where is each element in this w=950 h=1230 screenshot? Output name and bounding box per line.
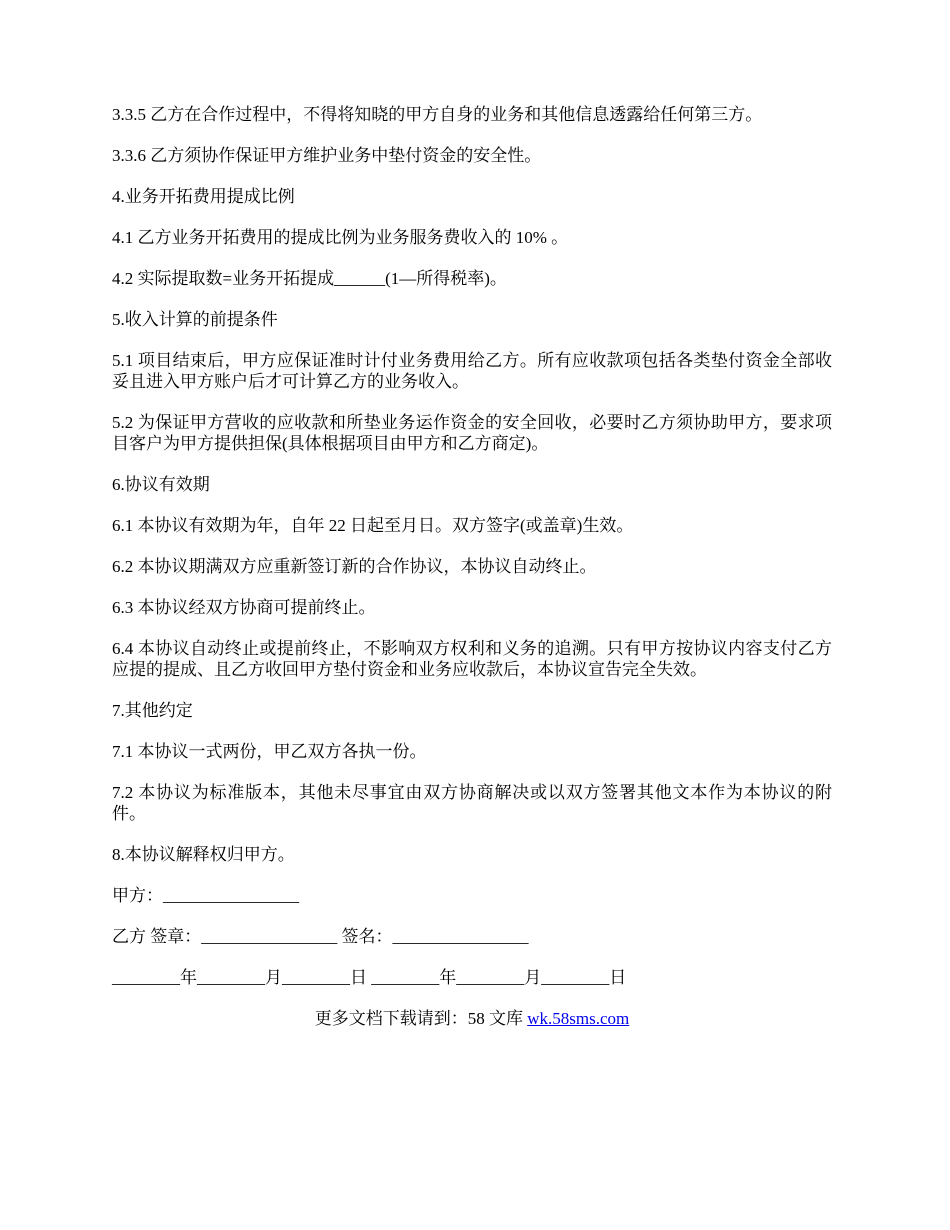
clause-6-2: 6.2 本协议期满双方应重新签订新的合作协议，本协议自动终止。 (112, 557, 597, 576)
download-footer (112, 1008, 832, 1029)
signature-date-line: ________年________月________日 ________年________月________日 (112, 968, 627, 987)
section-7-heading: 7.其他约定 (112, 701, 193, 720)
footer-prefix: 更多文档下载请到：58 文库 (314, 1009, 528, 1028)
clause-4-2: 4.2 实际提取数=业务开拓提成______(1—所得税率)。 (112, 269, 507, 288)
section-5-heading: 5.收入计算的前提条件 (112, 310, 278, 329)
party-a-signature-line: 甲方：________________ (112, 886, 299, 905)
footer-link[interactable]: wk.58sms.com (527, 1009, 630, 1028)
document-page (112, 104, 832, 1029)
clause-5-1: 5.1 项目结束后，甲方应保证准时计付业务费用给乙方。所有应收款项包括各类垫付资金全部收妥且进入甲方账户后才可计算乙方的业务收入。 (112, 351, 832, 391)
clause-3-3-6: 3.3.6 乙方须协作保证甲方维护业务中垫付资金的安全性。 (112, 146, 542, 165)
section-8-clause: 8.本协议解释权归甲方。 (112, 845, 295, 864)
section-6-heading: 6.协议有效期 (112, 475, 210, 494)
party-b-signature-line: 乙方 签章：________________ 签名：________________ (112, 927, 529, 946)
clause-6-3: 6.3 本协议经双方协商可提前终止。 (112, 598, 376, 617)
clause-5-2: 5.2 为保证甲方营收的应收款和所垫业务运作资金的安全回收，必要时乙方须协助甲方，要求项目客户为甲方提供担保(具体根据项目由甲方和乙方商定)。 (112, 413, 832, 453)
clause-6-4: 6.4 本协议自动终止或提前终止，不影响双方权利和义务的追溯。只有甲方按协议内容支付乙方应提的提成、且乙方收回甲方垫付资金和业务应收款后，本协议宣告完全失效。 (112, 639, 832, 679)
section-4-heading: 4.业务开拓费用提成比例 (112, 187, 295, 206)
clause-7-2: 7.2 本协议为标准版本，其他未尽事宜由双方协商解决或以双方签署其他文本作为本协议的附件。 (112, 783, 832, 823)
clause-6-1: 6.1 本协议有效期为年，自年 22 日起至月日。双方签字(或盖章)生效。 (112, 516, 634, 535)
clause-7-1: 7.1 本协议一式两份，甲乙双方各执一份。 (112, 742, 427, 761)
clause-4-1: 4.1 乙方业务开拓费用的提成比例为业务服务费收入的 10% 。 (112, 228, 569, 247)
clause-3-3-5: 3.3.5 乙方在合作过程中，不得将知晓的甲方自身的业务和其他信息透露给任何第三方。 (112, 105, 763, 124)
